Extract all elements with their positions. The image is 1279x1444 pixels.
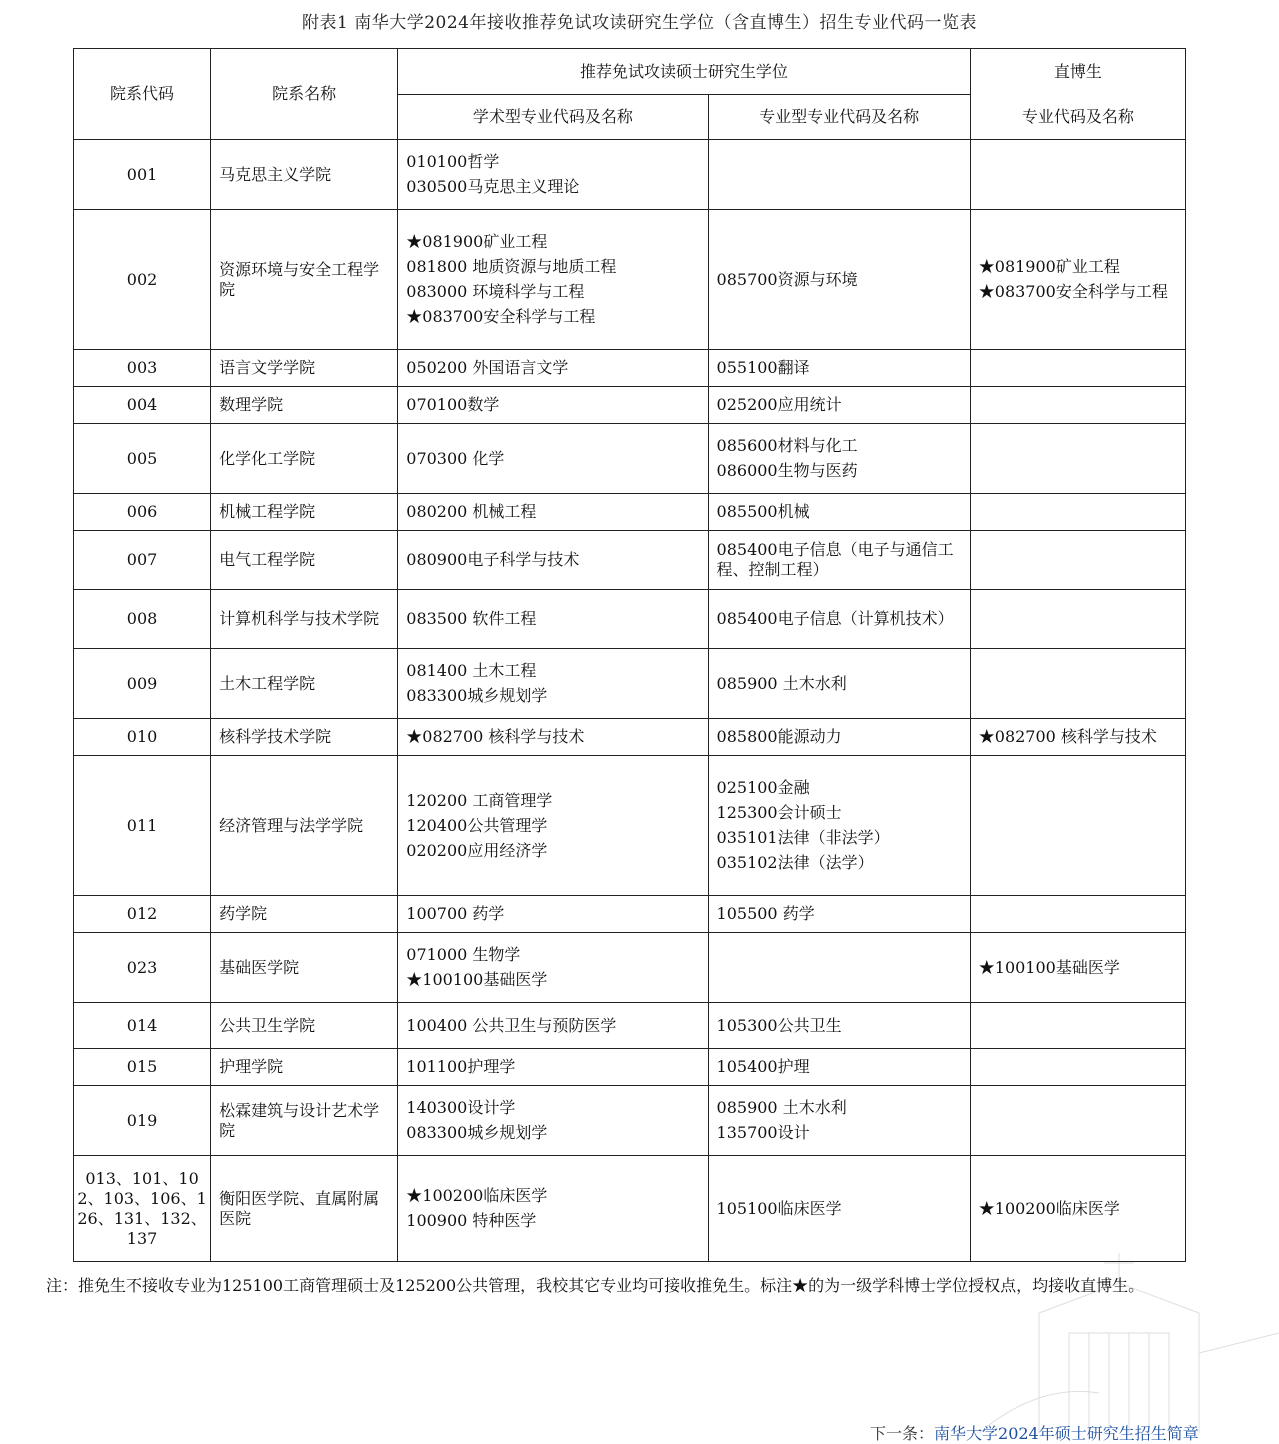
major-entry: 083500 软件工程 xyxy=(406,609,537,628)
phd-major-cell xyxy=(970,933,1185,1003)
dept-name-cell: 护理学院 xyxy=(211,1049,398,1086)
table-row xyxy=(74,896,1186,933)
dept-name-cell: 公共卫生学院 xyxy=(211,1003,398,1049)
dept-code-cell: 019 xyxy=(74,1086,211,1156)
table-row xyxy=(74,350,1186,387)
professional-major-cell xyxy=(708,896,970,933)
major-entry: 085400电子信息（电子与通信工程、控制工程） xyxy=(716,540,954,579)
dept-code-cell: 005 xyxy=(74,424,211,494)
dept-code-cell: 002 xyxy=(74,210,211,350)
academic-major-cell xyxy=(398,140,708,210)
table-body xyxy=(74,140,1186,1262)
table-row xyxy=(74,387,1186,424)
major-entry: 035102法律（法学） xyxy=(716,853,874,872)
academic-major-cell xyxy=(398,1049,708,1086)
professional-major-cell xyxy=(708,590,970,649)
professional-major-cell xyxy=(708,1086,970,1156)
major-entry: ★100200临床医学 xyxy=(406,1186,548,1205)
academic-major-cell xyxy=(398,387,708,424)
next-article-label: 下一条： xyxy=(870,1424,935,1443)
major-entry: 055100翻译 xyxy=(716,358,810,377)
dept-code-cell: 011 xyxy=(74,756,211,896)
major-entry: ★081900矿业工程 xyxy=(406,232,548,251)
dept-code-cell: 006 xyxy=(74,494,211,531)
table-row xyxy=(74,140,1186,210)
header-dept-name: 院系名称 xyxy=(211,49,398,140)
major-entry: 085600材料与化工 xyxy=(716,436,858,455)
phd-major-cell xyxy=(970,387,1185,424)
dept-name-cell: 资源环境与安全工程学院 xyxy=(211,210,398,350)
next-article-link[interactable]: 南华大学2024年硕士研究生招生简章 xyxy=(934,1424,1199,1443)
major-entry: 105100临床医学 xyxy=(716,1198,842,1218)
dept-code-cell: 009 xyxy=(74,649,211,719)
phd-major-cell xyxy=(970,719,1185,756)
major-entry: ★081900矿业工程 xyxy=(978,257,1120,276)
dept-code-cell: 003 xyxy=(74,350,211,387)
professional-major-cell xyxy=(708,210,970,350)
major-entry: ★100100基础医学 xyxy=(406,970,548,989)
major-entry: ★082700 核科学与技术 xyxy=(406,727,585,746)
table-row xyxy=(74,649,1186,719)
academic-major-cell xyxy=(398,424,708,494)
major-entry: 083000 环境科学与工程 xyxy=(406,282,585,301)
dept-name-cell: 机械工程学院 xyxy=(211,494,398,531)
major-entry: 025100金融 xyxy=(716,778,810,797)
academic-major-cell xyxy=(398,1156,708,1262)
professional-major-cell xyxy=(708,140,970,210)
major-entry: 085500机械 xyxy=(716,502,810,521)
dept-name-cell: 衡阳医学院、直属附属医院 xyxy=(211,1156,398,1262)
dept-code-cell: 012 xyxy=(74,896,211,933)
major-entry: 050200 外国语言文学 xyxy=(406,358,569,377)
professional-major-cell xyxy=(708,756,970,896)
major-entry: 100900 特种医学 xyxy=(406,1211,537,1230)
header-phd-top: 直博生 xyxy=(970,49,1185,95)
major-entry: 071000 生物学 xyxy=(406,945,521,964)
phd-major-cell xyxy=(970,424,1185,494)
phd-major-cell xyxy=(970,531,1185,590)
table-row xyxy=(74,424,1186,494)
major-entry: 135700设计 xyxy=(716,1123,810,1142)
major-entry: 070100数学 xyxy=(406,395,500,414)
dept-name-cell: 语言文学学院 xyxy=(211,350,398,387)
phd-major-cell xyxy=(970,649,1185,719)
major-entry: ★083700安全科学与工程 xyxy=(978,282,1168,301)
dept-code-cell: 010 xyxy=(74,719,211,756)
major-entry: 140300设计学 xyxy=(406,1098,516,1117)
professional-major-cell xyxy=(708,387,970,424)
dept-name-cell: 松霖建筑与设计艺术学院 xyxy=(211,1086,398,1156)
table-header xyxy=(74,49,1186,140)
phd-major-cell xyxy=(970,140,1185,210)
major-entry: 035101法律（非法学） xyxy=(716,828,890,847)
major-entry: 025200应用统计 xyxy=(716,395,842,414)
dept-code-cell: 014 xyxy=(74,1003,211,1049)
header-professional: 专业型专业代码及名称 xyxy=(708,95,970,140)
header-academic: 学术型专业代码及名称 xyxy=(398,95,708,140)
major-entry: ★083700安全科学与工程 xyxy=(406,307,596,326)
table-row xyxy=(74,1156,1186,1262)
table-row xyxy=(74,494,1186,531)
table-row xyxy=(74,933,1186,1003)
academic-major-cell xyxy=(398,1003,708,1049)
professional-major-cell xyxy=(708,649,970,719)
phd-major-cell xyxy=(970,590,1185,649)
professional-major-cell xyxy=(708,1003,970,1049)
header-phd-bottom: 专业代码及名称 xyxy=(970,95,1185,140)
dept-code-cell: 004 xyxy=(74,387,211,424)
professional-major-cell xyxy=(708,933,970,1003)
major-entry: 081800 地质资源与地质工程 xyxy=(406,257,617,276)
professional-major-cell xyxy=(708,350,970,387)
academic-major-cell xyxy=(398,1086,708,1156)
phd-major-cell xyxy=(970,1086,1185,1156)
footnote: 注：推免生不接收专业为125100工商管理硕士及125200公共管理，我校其它专业均可接收推免生。标注★的为一级学科博士学位授权点，均接收直博生。 xyxy=(46,1276,1145,1295)
admission-codes-table xyxy=(73,48,1186,1262)
major-entry: ★100100基础医学 xyxy=(978,957,1120,977)
phd-major-cell xyxy=(970,210,1185,350)
major-entry: ★100200临床医学 xyxy=(978,1198,1120,1218)
dept-code-cell: 008 xyxy=(74,590,211,649)
dept-code-cell: 007 xyxy=(74,531,211,590)
major-entry: 081400 土木工程 xyxy=(406,661,537,680)
academic-major-cell xyxy=(398,719,708,756)
dept-name-cell: 药学院 xyxy=(211,896,398,933)
phd-major-cell xyxy=(970,896,1185,933)
dept-name-cell: 土木工程学院 xyxy=(211,649,398,719)
dept-name-cell: 化学化工学院 xyxy=(211,424,398,494)
dept-code-cell: 013、101、102、103、106、126、131、132、137 xyxy=(74,1156,211,1262)
phd-major-cell xyxy=(970,756,1185,896)
phd-major-cell xyxy=(970,1156,1185,1262)
major-entry: 085400电子信息（计算机技术） xyxy=(716,609,954,628)
major-entry: 083300城乡规划学 xyxy=(406,1123,548,1142)
major-entry: 080200 机械工程 xyxy=(406,502,537,521)
phd-major-cell xyxy=(970,494,1185,531)
academic-major-cell xyxy=(398,531,708,590)
major-entry: 085800能源动力 xyxy=(716,727,842,746)
major-entry: ★082700 核科学与技术 xyxy=(978,727,1157,746)
major-entry: 086000生物与医药 xyxy=(716,461,858,480)
dept-name-cell: 核科学技术学院 xyxy=(211,719,398,756)
page-title: 附表1 南华大学2024年接收推荐免试攻读研究生学位（含直博生）招生专业代码一览表 xyxy=(302,13,977,33)
professional-major-cell xyxy=(708,494,970,531)
major-entry: 070300 化学 xyxy=(406,448,505,468)
professional-major-cell xyxy=(708,1049,970,1086)
major-entry: 105300公共卫生 xyxy=(716,1015,842,1035)
major-entry: 120200 工商管理学 xyxy=(406,790,553,810)
professional-major-cell xyxy=(708,531,970,590)
table-row xyxy=(74,531,1186,590)
major-entry: 030500马克思主义理论 xyxy=(406,177,580,196)
dept-name-cell: 经济管理与法学学院 xyxy=(211,756,398,896)
dept-name-cell: 计算机科学与技术学院 xyxy=(211,590,398,649)
major-entry: 100700 药学 xyxy=(406,904,505,923)
professional-major-cell xyxy=(708,1156,970,1262)
table-row xyxy=(74,1049,1186,1086)
table-row xyxy=(74,1086,1186,1156)
major-entry: 085900 土木水利 xyxy=(716,673,847,693)
dept-name-cell: 基础医学院 xyxy=(211,933,398,1003)
professional-major-cell xyxy=(708,424,970,494)
header-dept-code: 院系代码 xyxy=(74,49,211,140)
academic-major-cell xyxy=(398,350,708,387)
major-entry: 085700资源与环境 xyxy=(716,269,858,289)
phd-major-cell xyxy=(970,1049,1185,1086)
dept-code-cell: 001 xyxy=(74,140,211,210)
academic-major-cell xyxy=(398,649,708,719)
academic-major-cell xyxy=(398,933,708,1003)
major-entry: 085900 土木水利 xyxy=(716,1098,847,1117)
academic-major-cell xyxy=(398,896,708,933)
dept-code-cell: 015 xyxy=(74,1049,211,1086)
table-row xyxy=(74,756,1186,896)
table-row xyxy=(74,1003,1186,1049)
academic-major-cell xyxy=(398,494,708,531)
table-row xyxy=(74,590,1186,649)
major-entry: 020200应用经济学 xyxy=(406,840,548,860)
phd-major-cell xyxy=(970,1003,1185,1049)
dept-name-cell: 马克思主义学院 xyxy=(211,140,398,210)
major-entry: 120400公共管理学 xyxy=(406,815,548,835)
major-entry: 100400 公共卫生与预防医学 xyxy=(406,1015,617,1035)
major-entry: 125300会计硕士 xyxy=(716,803,842,822)
major-entry: 105500 药学 xyxy=(716,904,815,923)
major-entry: 080900电子科学与技术 xyxy=(406,550,580,569)
phd-major-cell xyxy=(970,350,1185,387)
professional-major-cell xyxy=(708,719,970,756)
dept-name-cell: 数理学院 xyxy=(211,387,398,424)
table-row xyxy=(74,719,1186,756)
header-master-group: 推荐免试攻读硕士研究生学位 xyxy=(398,49,971,95)
academic-major-cell xyxy=(398,756,708,896)
academic-major-cell xyxy=(398,590,708,649)
table-row xyxy=(74,210,1186,350)
major-entry: 010100哲学 xyxy=(406,152,500,171)
dept-code-cell: 023 xyxy=(74,933,211,1003)
major-entry: 083300城乡规划学 xyxy=(406,686,548,705)
academic-major-cell xyxy=(398,210,708,350)
dept-name-cell: 电气工程学院 xyxy=(211,531,398,590)
major-entry: 101100护理学 xyxy=(406,1057,516,1076)
major-entry: 105400护理 xyxy=(716,1057,810,1076)
